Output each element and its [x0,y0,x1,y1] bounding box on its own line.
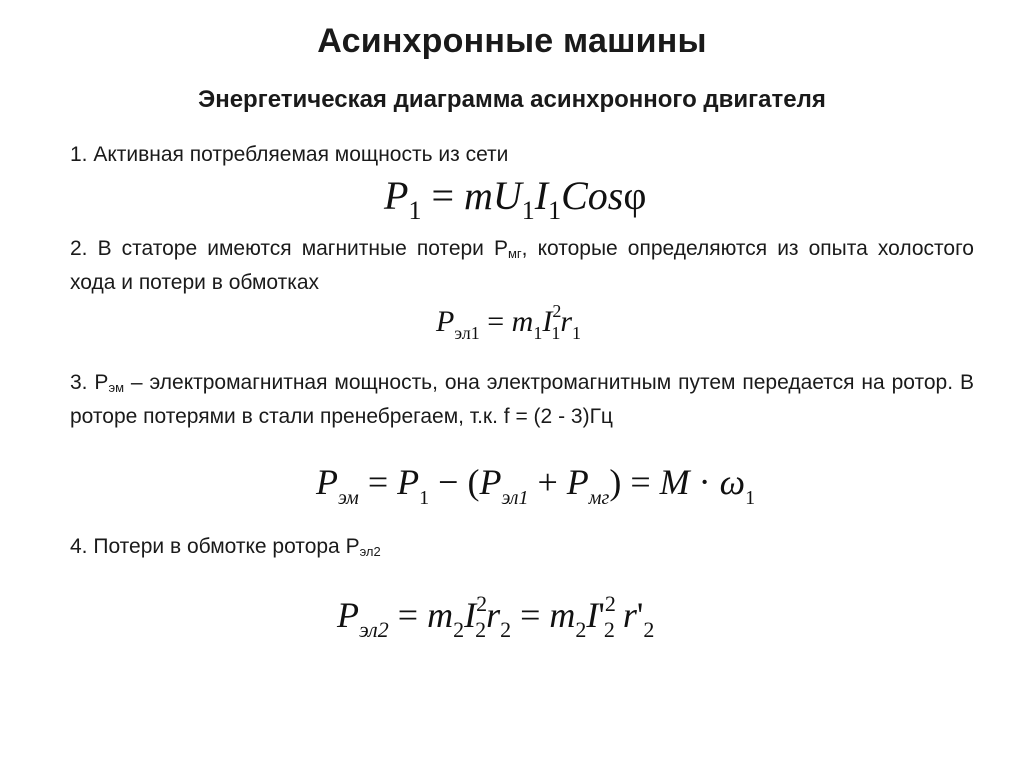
slide-subtitle: Энергетическая диаграмма асинхронного двигателя [198,86,826,113]
formula-electromagnetic-power: $P_{эм} = P_1 - (P_{эл1} + P_{мг}) = M \cdot \omega_1$ [316,462,756,509]
item-1-text: 1. Активная потребляемая мощность из сети [70,143,509,166]
formula-rotor-copper-loss: $P_{эл2} = m_2I^2_2r_2 = m_2I'^2_2$ $r'_2$ [337,591,655,642]
formula-active-power: $P_1 = mU_1I_1Cos\varphi$ [384,173,647,225]
item-3-text: 3. $P_{эм}$ – электромагнитная мощность, она электромагнитным путем передается на ротор. В роторе потерями в стали пренебрегаем, т.к. f = (2 - 3)Гц [70,371,974,428]
slide-title: Асинхронные машины [317,22,707,60]
item-2-text: 2. В статоре имеются магнитные потери $P_{мг}$, которые определяются из опыта холостого хода и потери в обмотках [70,237,974,294]
item-4-text: 4. Потери в обмотке ротора $P_{эл2}$ [70,535,381,559]
formula-stator-copper-loss: $P_{эл1} = m_1I^2_1r_1$ [436,301,581,343]
